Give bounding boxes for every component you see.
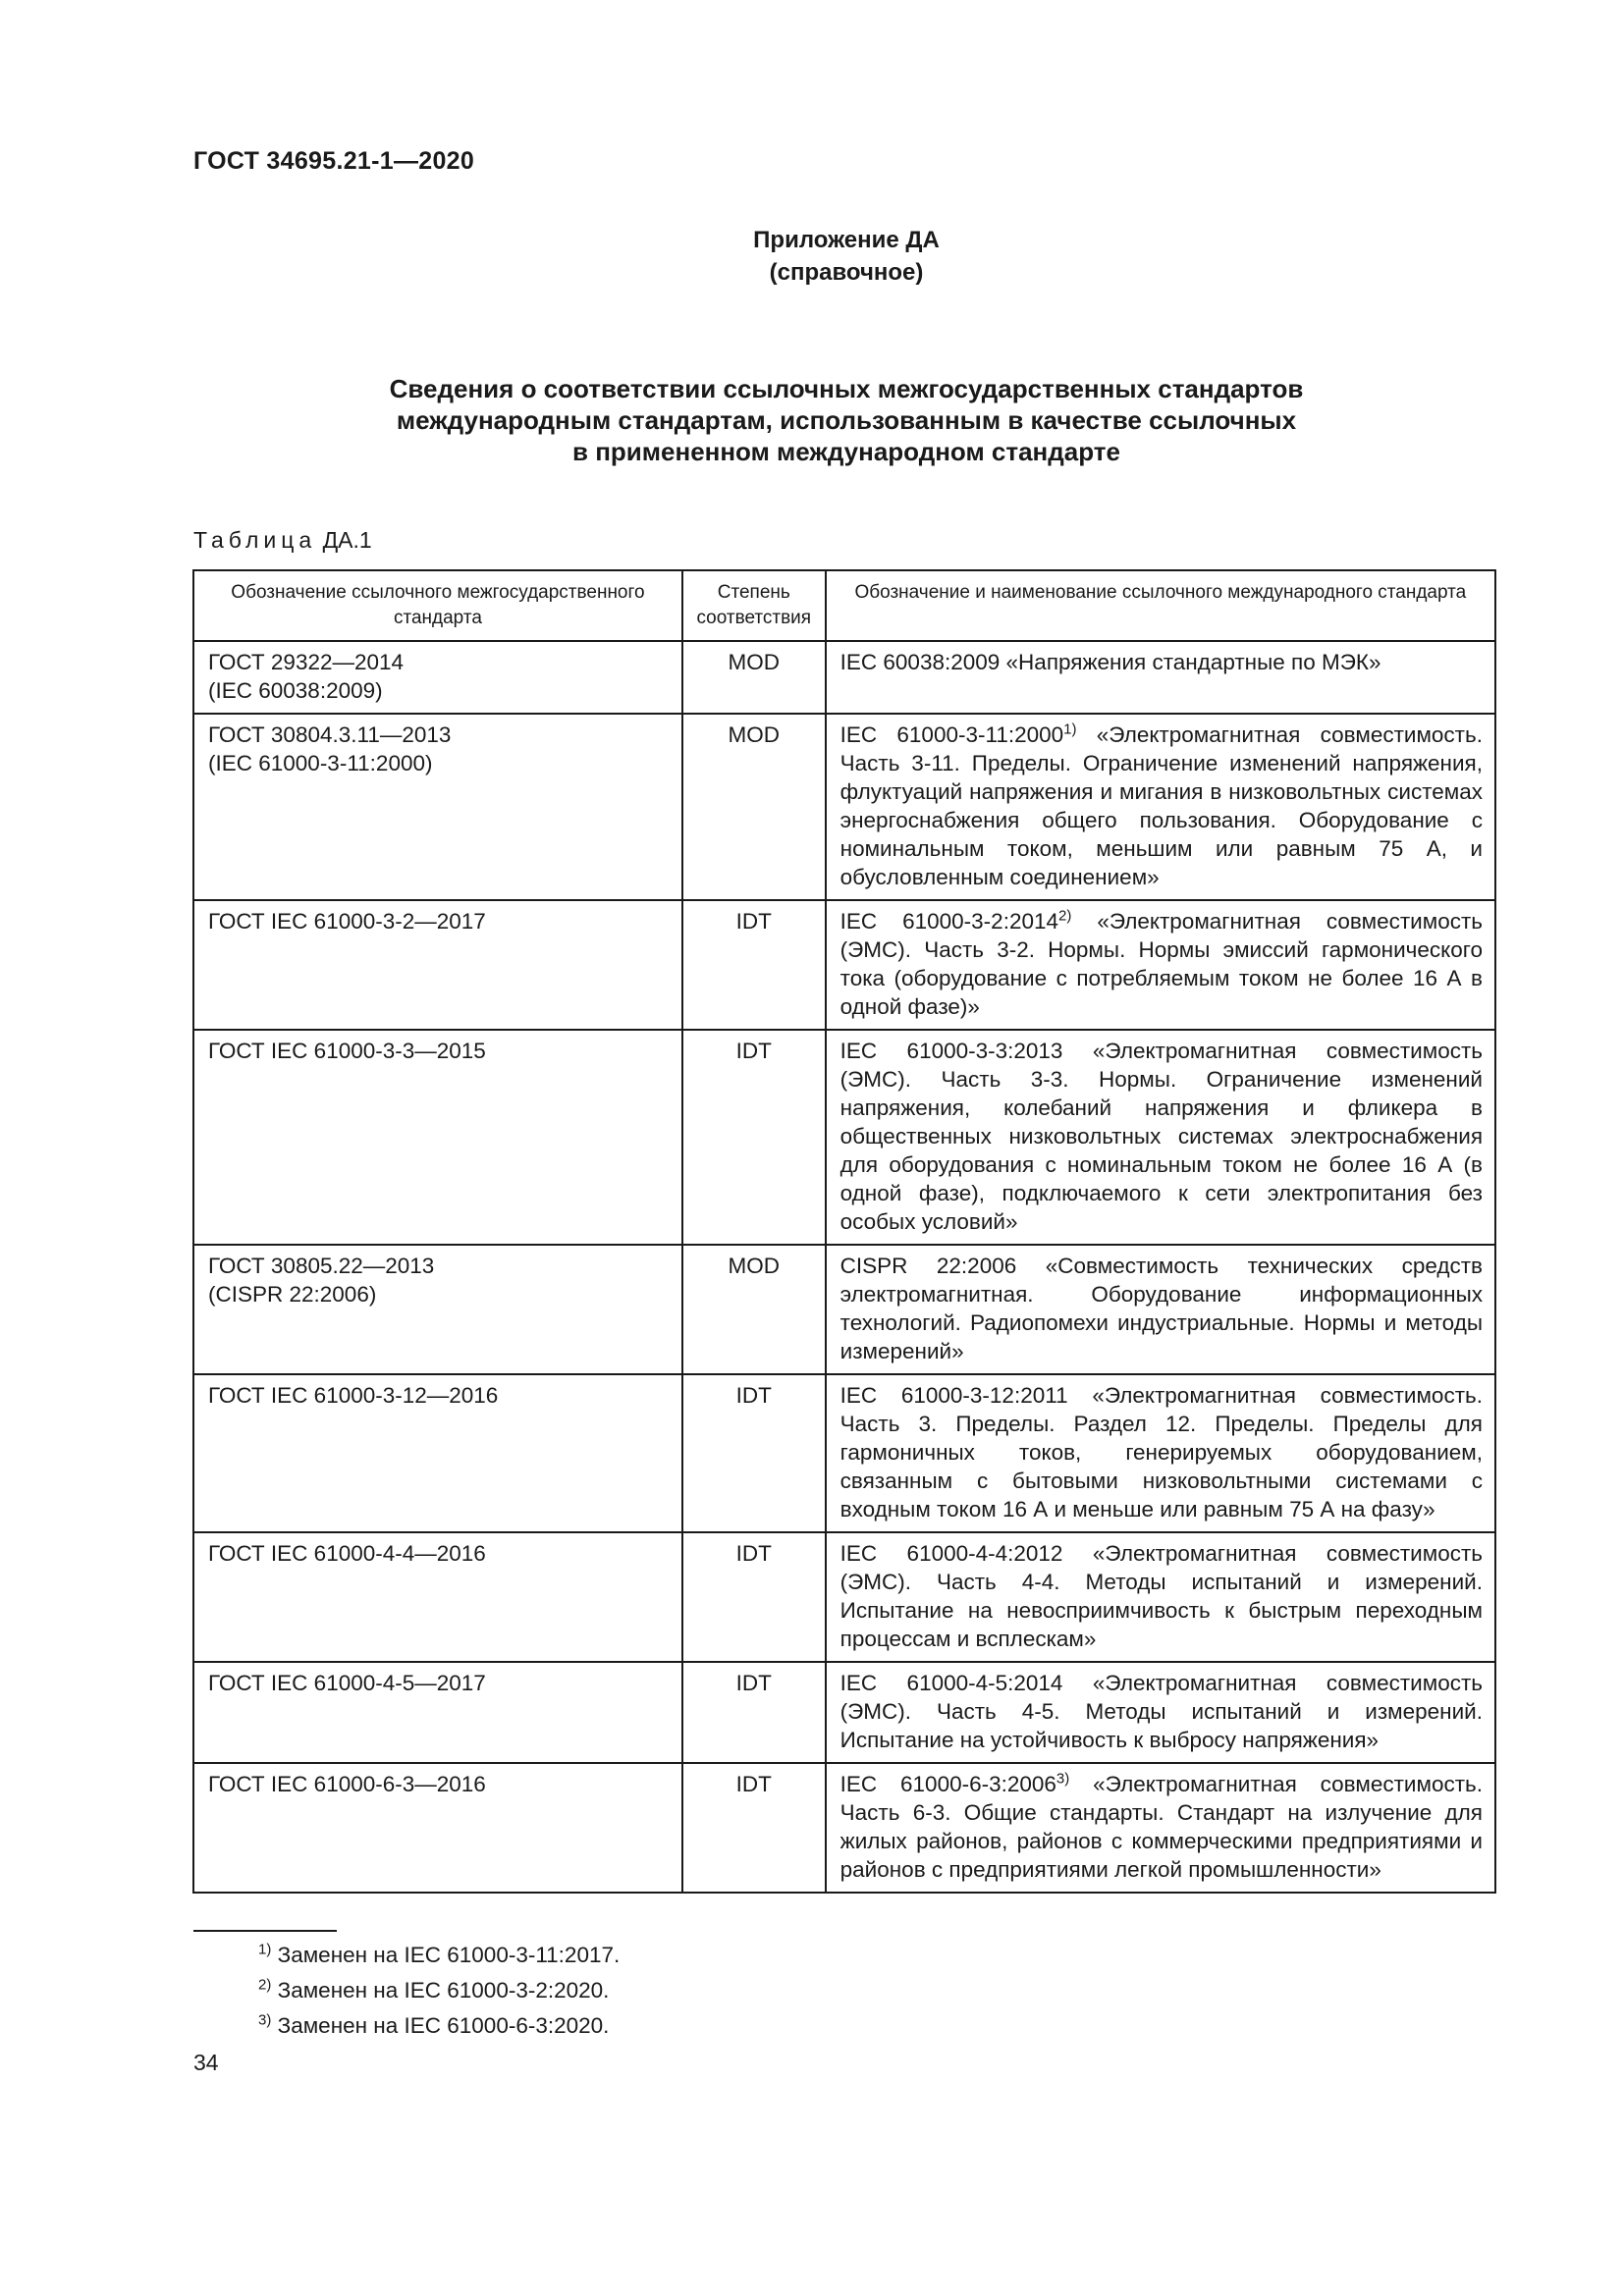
intl-title: «Электромагнитная совместимость (ЭМС). Часть 4-5. Методы испытаний и измерений. Испытание на устойчивость к выбросу напряжения» xyxy=(839,1671,1483,1752)
intl-code: CISPR 22:2006 xyxy=(839,1254,1017,1278)
ref-designation: ГОСТ 30804.3.11—2013 xyxy=(208,722,452,747)
table-label-word: Таблица xyxy=(193,527,317,553)
ref-designation: ГОСТ 29322—2014 xyxy=(208,650,405,674)
degree-cell: IDT xyxy=(682,1763,826,1893)
footnote-mark: 2) xyxy=(258,1976,272,1994)
intl-code: IEC 61000-4-4:2012 xyxy=(839,1541,1063,1566)
table-row xyxy=(193,1374,1495,1532)
intl-code: IEC 61000-3-12:2011 xyxy=(839,1383,1068,1408)
footnote-ref: 2) xyxy=(1058,907,1072,925)
table-row xyxy=(193,1030,1495,1245)
intl-code: IEC 61000-3-2:2014 xyxy=(839,909,1058,934)
ref-standard-cell xyxy=(193,641,682,714)
table-header-row xyxy=(193,570,1495,641)
footnote-ref: 3) xyxy=(1056,1770,1070,1788)
intl-title: «Напряжения стандартные по МЭК» xyxy=(1005,650,1381,674)
ref-standard-cell xyxy=(193,714,682,900)
intl-standard-cell xyxy=(826,1245,1495,1374)
degree-cell: MOD xyxy=(682,1245,826,1374)
degree-cell: IDT xyxy=(682,1532,826,1662)
ref-standard-cell xyxy=(193,1662,682,1763)
table-row xyxy=(193,714,1495,900)
footnote-text: Заменен на IEC 61000-3-2:2020. xyxy=(277,1978,610,2002)
ref-designation: ГОСТ IEC 61000-3-3—2015 xyxy=(208,1039,486,1063)
intl-standard-cell xyxy=(826,714,1495,900)
reference-table xyxy=(192,569,1496,1894)
section-title xyxy=(295,373,1398,467)
ref-designation: ГОСТ IEC 61000-4-4—2016 xyxy=(208,1541,486,1566)
footnote-mark: 1) xyxy=(258,1941,272,1958)
ref-intl-equivalent: (CISPR 22:2006) xyxy=(208,1282,377,1307)
footnote-divider xyxy=(193,1930,337,1932)
intl-title: «Электромагнитная совместимость (ЭМС). Часть 4-4. Методы испытаний и измерений. Испытание на невосприимчивость к быстрым переходным процессам и всплескам» xyxy=(839,1541,1483,1651)
footnote xyxy=(258,2011,609,2040)
ref-standard-cell xyxy=(193,1245,682,1374)
ref-designation: ГОСТ 30805.22—2013 xyxy=(208,1254,435,1278)
intl-standard-cell xyxy=(826,1030,1495,1245)
intl-title: «Электромагнитная совместимость. Часть 3. Пределы. Раздел 12. Пределы. Пределы для гармоничных токов, генерируемых оборудованием, связанным с бытовыми низковольтными системами с входным током 16 А и меньше или равным 75 А на фазу» xyxy=(839,1383,1483,1522)
intl-title: «Электромагнитная совместимость. Часть 6-3. Общие стандарты. Стандарт на излучение для жилых районов, районов с коммерческими предприятиями и районов с предприятиями легкой промышленности» xyxy=(839,1772,1483,1882)
intl-standard-cell xyxy=(826,900,1495,1030)
intl-code: IEC 61000-4-5:2014 xyxy=(839,1671,1063,1695)
intl-standard-cell xyxy=(826,1662,1495,1763)
footnote-text: Заменен на IEC 61000-6-3:2020. xyxy=(277,2013,610,2038)
table-row xyxy=(193,1662,1495,1763)
ref-intl-equivalent: (IEC 61000-3-11:2000) xyxy=(208,751,433,775)
table-row xyxy=(193,1763,1495,1893)
intl-code: IEC 61000-3-3:2013 xyxy=(839,1039,1063,1063)
intl-title: «Электромагнитная совместимость. Часть 3-11. Пределы. Ограничение изменений напряжения, флуктуаций напряжения и мигания в низковольтных системах энергоснабжения общего пользования. Оборудование с номинальным током, меньшим или равным 75 А, и обусловленным соединением» xyxy=(839,722,1483,889)
section-title-line: Сведения о соответствии ссылочных межгосударственных стандартов xyxy=(389,374,1304,403)
intl-title: «Электромагнитная совместимость (ЭМС). Часть 3-2. Нормы. Нормы эмиссий гармонического тока (оборудование с потребляемым током не более 16 А в одной фазе)» xyxy=(839,909,1483,1019)
table-label xyxy=(193,527,372,554)
ref-standard-cell xyxy=(193,1030,682,1245)
intl-code: IEC 60038:2009 xyxy=(839,650,1001,674)
ref-designation: ГОСТ IEC 61000-6-3—2016 xyxy=(208,1772,486,1796)
intl-standard-cell xyxy=(826,641,1495,714)
footnote xyxy=(258,1941,620,1969)
ref-designation: ГОСТ IEC 61000-4-5—2017 xyxy=(208,1671,486,1695)
footnote xyxy=(258,1976,609,2004)
table-row xyxy=(193,1532,1495,1662)
degree-cell: IDT xyxy=(682,1662,826,1763)
degree-cell: MOD xyxy=(682,641,826,714)
section-title-line: в примененном международном стандарте xyxy=(572,437,1120,466)
intl-title: «Совместимость технических средств электромагнитная. Оборудование информационных технологий. Радиопомехи индустриальные. Нормы и методы измерений» xyxy=(839,1254,1483,1363)
footnote-mark: 3) xyxy=(258,2011,272,2029)
degree-cell: MOD xyxy=(682,714,826,900)
degree-cell: IDT xyxy=(682,1374,826,1532)
degree-cell: IDT xyxy=(682,1030,826,1245)
degree-cell: IDT xyxy=(682,900,826,1030)
ref-intl-equivalent: (IEC 60038:2009) xyxy=(208,678,383,703)
intl-code: IEC 61000-3-11:2000 xyxy=(839,722,1064,747)
table-row xyxy=(193,1245,1495,1374)
header-intl-standard: Обозначение и наименование ссылочного международного стандарта xyxy=(826,570,1495,641)
ref-standard-cell xyxy=(193,1532,682,1662)
annex-title: Приложение ДА xyxy=(753,227,940,253)
ref-designation: ГОСТ IEC 61000-3-2—2017 xyxy=(208,909,486,934)
footnote-ref: 1) xyxy=(1063,721,1077,738)
ref-designation: ГОСТ IEC 61000-3-12—2016 xyxy=(208,1383,499,1408)
ref-standard-cell xyxy=(193,900,682,1030)
section-title-line: международным стандартам, использованным в качестве ссылочных xyxy=(396,405,1297,435)
intl-standard-cell xyxy=(826,1374,1495,1532)
annex-type: (справочное) xyxy=(769,259,924,286)
table-label-number: ДА.1 xyxy=(322,527,372,553)
page-number: 34 xyxy=(193,2050,219,2075)
header-degree: Степень соответствия xyxy=(682,570,826,641)
intl-title: «Электромагнитная совместимость (ЭМС). Часть 3-3. Нормы. Ограничение изменений напряжения, колебаний напряжения и фликера в общественных низковольтных системах электроснабжения для оборудования с номинальным током не более 16 А (в одной фазе), подключаемого к сети электропитания без особых условий» xyxy=(839,1039,1483,1234)
table-row xyxy=(193,900,1495,1030)
intl-code: IEC 61000-6-3:2006 xyxy=(839,1772,1056,1796)
footnote-text: Заменен на IEC 61000-3-11:2017. xyxy=(277,1943,621,1967)
ref-standard-cell xyxy=(193,1763,682,1893)
document-code: ГОСТ 34695.21-1—2020 xyxy=(193,147,475,175)
header-ref-standard: Обозначение ссылочного межгосударственного стандарта xyxy=(193,570,682,641)
intl-standard-cell xyxy=(826,1763,1495,1893)
table-row xyxy=(193,641,1495,714)
intl-standard-cell xyxy=(826,1532,1495,1662)
ref-standard-cell xyxy=(193,1374,682,1532)
